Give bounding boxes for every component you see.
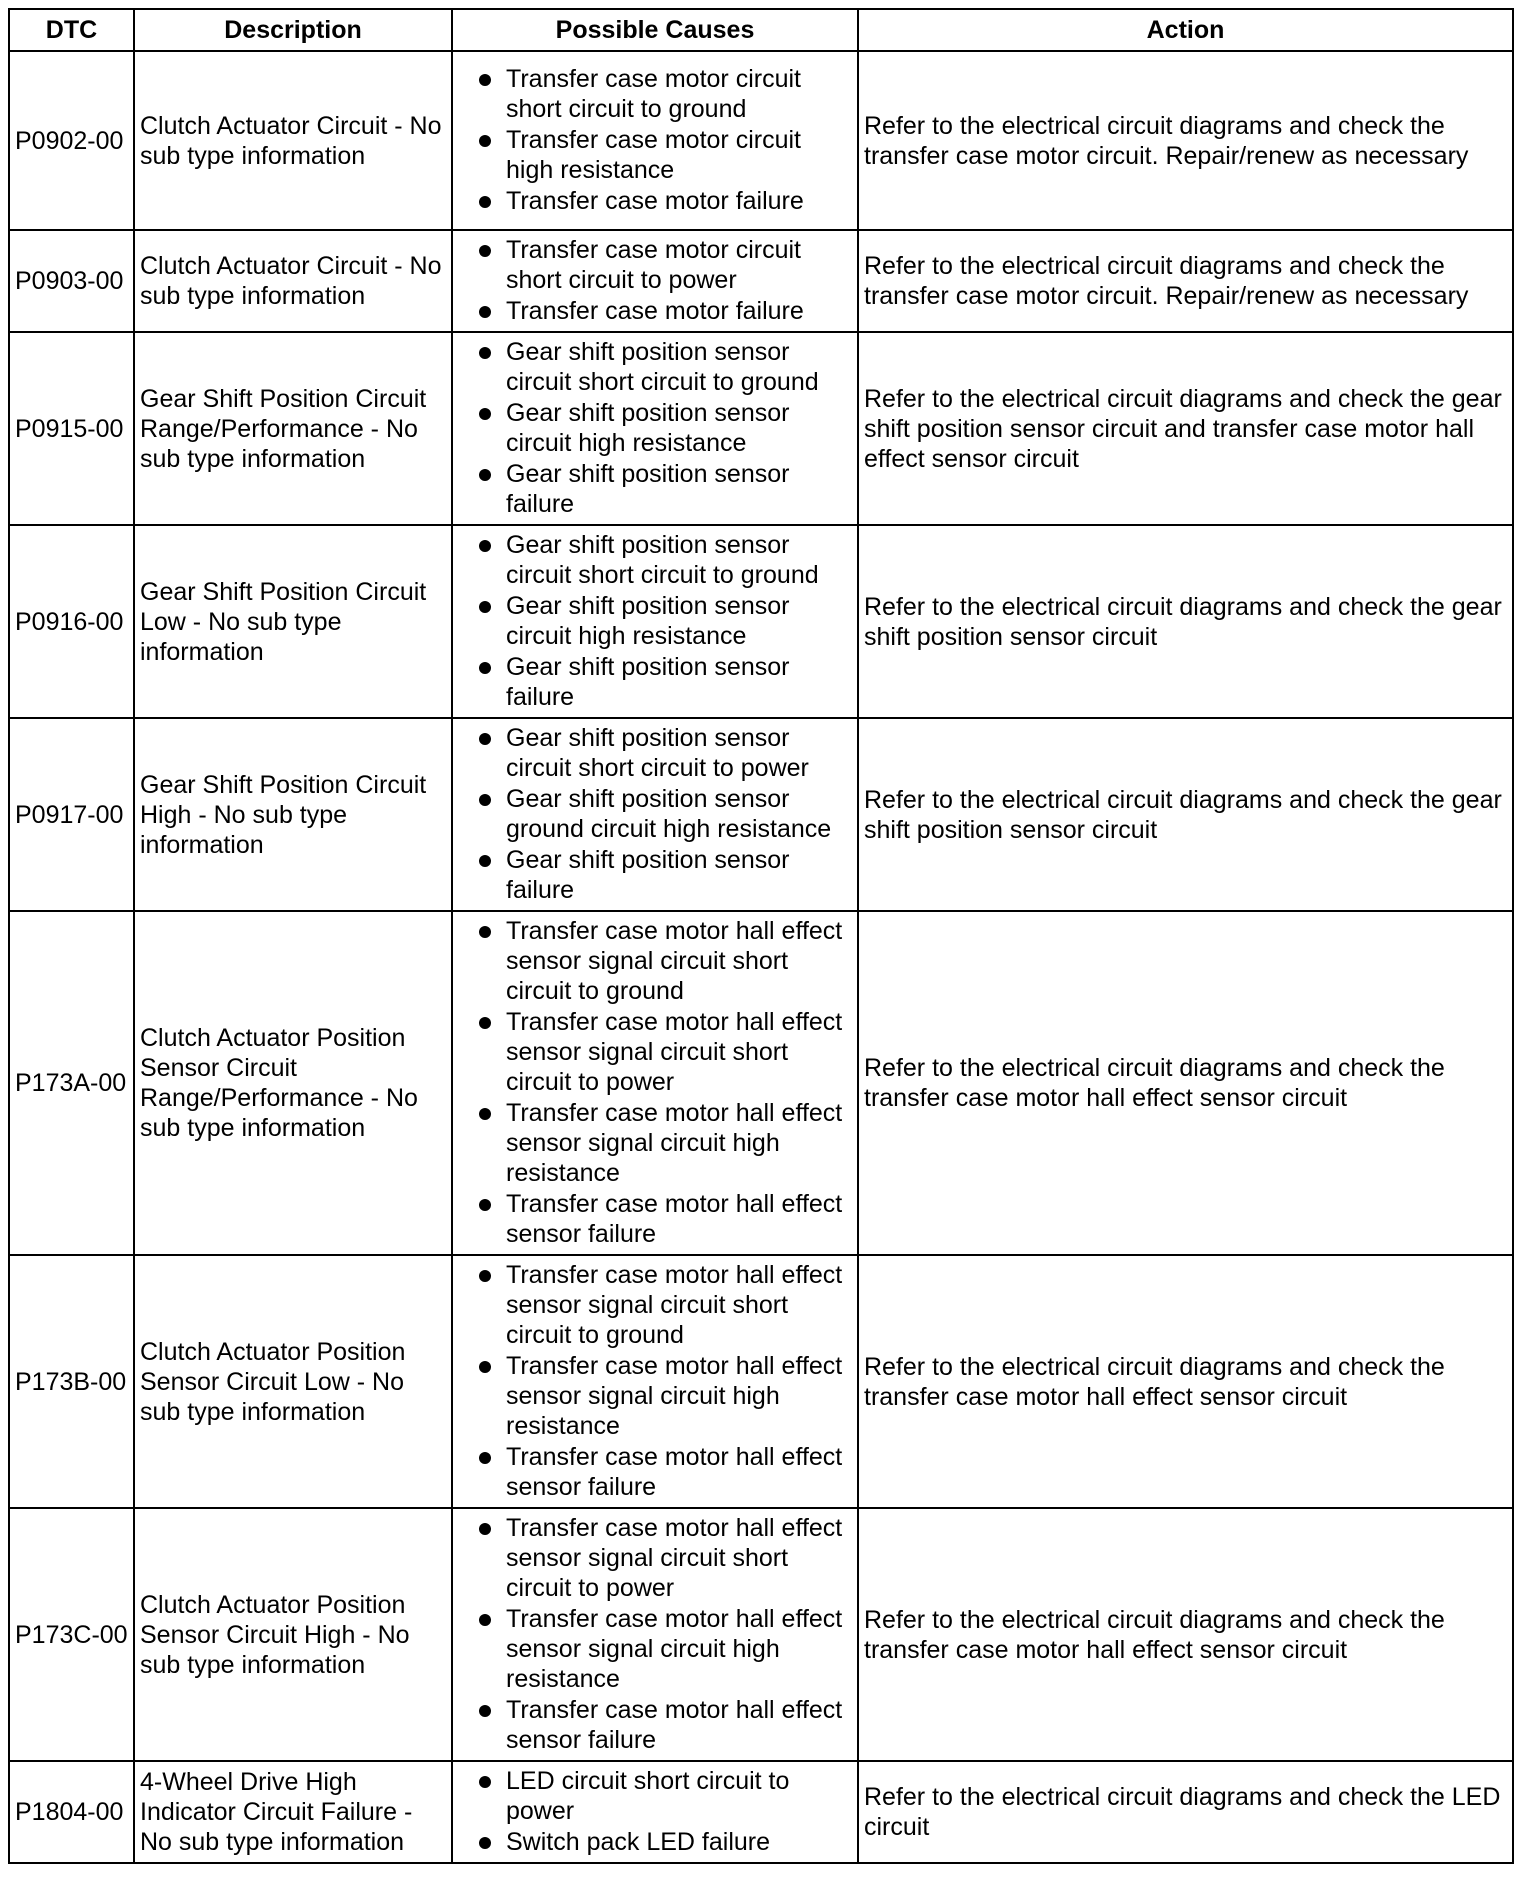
possible-cause-item: Transfer case motor hall effect sensor signal circuit short circuit to power <box>458 1513 851 1603</box>
possible-cause-item: Gear shift position sensor ground circuit high resistance <box>458 784 851 844</box>
possible-causes-list <box>458 916 851 1249</box>
possible-cause-item: Transfer case motor hall effect sensor signal circuit short circuit to ground <box>458 916 851 1006</box>
dtc-code: P0916-00 <box>9 525 134 718</box>
dtc-action: Refer to the electrical circuit diagrams and check the gear shift position sensor circuit <box>858 718 1513 911</box>
possible-cause-item: Gear shift position sensor circuit short circuit to ground <box>458 530 851 590</box>
table-row <box>9 230 1513 332</box>
possible-causes-list <box>458 1513 851 1755</box>
column-header-action: Action <box>858 9 1513 51</box>
dtc-description: Gear Shift Position Circuit Low - No sub type information <box>134 525 452 718</box>
dtc-action: Refer to the electrical circuit diagrams and check the LED circuit <box>858 1761 1513 1863</box>
possible-cause-item: Gear shift position sensor circuit short circuit to power <box>458 723 851 783</box>
dtc-action: Refer to the electrical circuit diagrams and check the gear shift position sensor circuit <box>858 525 1513 718</box>
table-row <box>9 911 1513 1255</box>
dtc-code: P1804-00 <box>9 1761 134 1863</box>
possible-cause-item: Transfer case motor hall effect sensor signal circuit high resistance <box>458 1098 851 1188</box>
table-row <box>9 332 1513 525</box>
table-body <box>9 51 1513 1863</box>
possible-cause-item: Transfer case motor hall effect sensor failure <box>458 1189 851 1249</box>
possible-cause-item: Transfer case motor hall effect sensor signal circuit short circuit to ground <box>458 1260 851 1350</box>
dtc-description: Gear Shift Position Circuit High - No sub type information <box>134 718 452 911</box>
possible-cause-item: Transfer case motor hall effect sensor signal circuit high resistance <box>458 1604 851 1694</box>
possible-cause-item: Gear shift position sensor circuit short circuit to ground <box>458 337 851 397</box>
dtc-description: 4-Wheel Drive High Indicator Circuit Failure - No sub type information <box>134 1761 452 1863</box>
possible-causes-list <box>458 1766 851 1857</box>
possible-cause-item: Transfer case motor hall effect sensor signal circuit short circuit to power <box>458 1007 851 1097</box>
table-row <box>9 718 1513 911</box>
possible-causes-cell <box>452 911 858 1255</box>
possible-causes-list <box>458 1260 851 1502</box>
table-row <box>9 1761 1513 1863</box>
dtc-table <box>8 8 1514 1864</box>
possible-causes-list <box>458 723 851 905</box>
dtc-description: Clutch Actuator Position Sensor Circuit Range/Performance - No sub type information <box>134 911 452 1255</box>
possible-cause-item: Transfer case motor hall effect sensor failure <box>458 1442 851 1502</box>
dtc-action: Refer to the electrical circuit diagrams and check the transfer case motor hall effect sensor circuit <box>858 911 1513 1255</box>
dtc-action: Refer to the electrical circuit diagrams and check the transfer case motor circuit. Repair/renew as necessary <box>858 51 1513 230</box>
dtc-code: P173B-00 <box>9 1255 134 1508</box>
dtc-action: Refer to the electrical circuit diagrams and check the transfer case motor hall effect sensor circuit <box>858 1508 1513 1761</box>
table-row <box>9 525 1513 718</box>
possible-causes-list <box>458 530 851 712</box>
dtc-description: Clutch Actuator Circuit - No sub type information <box>134 230 452 332</box>
dtc-description: Clutch Actuator Position Sensor Circuit Low - No sub type information <box>134 1255 452 1508</box>
dtc-description: Clutch Actuator Circuit - No sub type information <box>134 51 452 230</box>
possible-cause-item: Transfer case motor hall effect sensor signal circuit high resistance <box>458 1351 851 1441</box>
dtc-code: P173A-00 <box>9 911 134 1255</box>
column-header-description: Description <box>134 9 452 51</box>
possible-causes-cell <box>452 1255 858 1508</box>
possible-cause-item: Transfer case motor failure <box>458 296 851 326</box>
column-header-possible-causes: Possible Causes <box>452 9 858 51</box>
dtc-code: P173C-00 <box>9 1508 134 1761</box>
possible-causes-list <box>458 337 851 519</box>
possible-cause-item: Transfer case motor circuit high resistance <box>458 125 851 185</box>
dtc-code: P0917-00 <box>9 718 134 911</box>
possible-causes-cell <box>452 51 858 230</box>
document-page <box>8 8 1512 1886</box>
dtc-code: P0915-00 <box>9 332 134 525</box>
possible-cause-item: Gear shift position sensor circuit high resistance <box>458 591 851 651</box>
column-header-dtc: DTC <box>9 9 134 51</box>
dtc-description: Gear Shift Position Circuit Range/Performance - No sub type information <box>134 332 452 525</box>
possible-cause-item: Gear shift position sensor failure <box>458 652 851 712</box>
table-header <box>9 9 1513 51</box>
table-row <box>9 1255 1513 1508</box>
possible-causes-cell <box>452 1508 858 1761</box>
possible-cause-item: Transfer case motor hall effect sensor failure <box>458 1695 851 1755</box>
possible-cause-item: Transfer case motor circuit short circuit to power <box>458 235 851 295</box>
dtc-description: Clutch Actuator Position Sensor Circuit High - No sub type information <box>134 1508 452 1761</box>
possible-cause-item: Gear shift position sensor circuit high resistance <box>458 398 851 458</box>
dtc-action: Refer to the electrical circuit diagrams and check the transfer case motor hall effect sensor circuit <box>858 1255 1513 1508</box>
table-row <box>9 1508 1513 1761</box>
possible-causes-list <box>458 235 851 326</box>
possible-causes-cell <box>452 332 858 525</box>
dtc-action: Refer to the electrical circuit diagrams and check the gear shift position sensor circuit and transfer case motor hall effect sensor circuit <box>858 332 1513 525</box>
dtc-code: P0903-00 <box>9 230 134 332</box>
possible-causes-cell <box>452 525 858 718</box>
table-row <box>9 51 1513 230</box>
possible-cause-item: LED circuit short circuit to power <box>458 1766 851 1826</box>
possible-cause-item: Transfer case motor failure <box>458 186 851 216</box>
dtc-action: Refer to the electrical circuit diagrams and check the transfer case motor circuit. Repair/renew as necessary <box>858 230 1513 332</box>
dtc-code: P0902-00 <box>9 51 134 230</box>
possible-cause-item: Gear shift position sensor failure <box>458 845 851 905</box>
possible-causes-cell <box>452 230 858 332</box>
header-row <box>9 9 1513 51</box>
possible-causes-cell <box>452 718 858 911</box>
possible-cause-item: Transfer case motor circuit short circuit to ground <box>458 64 851 124</box>
possible-causes-cell <box>452 1761 858 1863</box>
possible-cause-item: Switch pack LED failure <box>458 1827 851 1857</box>
possible-causes-list <box>458 64 851 216</box>
possible-cause-item: Gear shift position sensor failure <box>458 459 851 519</box>
